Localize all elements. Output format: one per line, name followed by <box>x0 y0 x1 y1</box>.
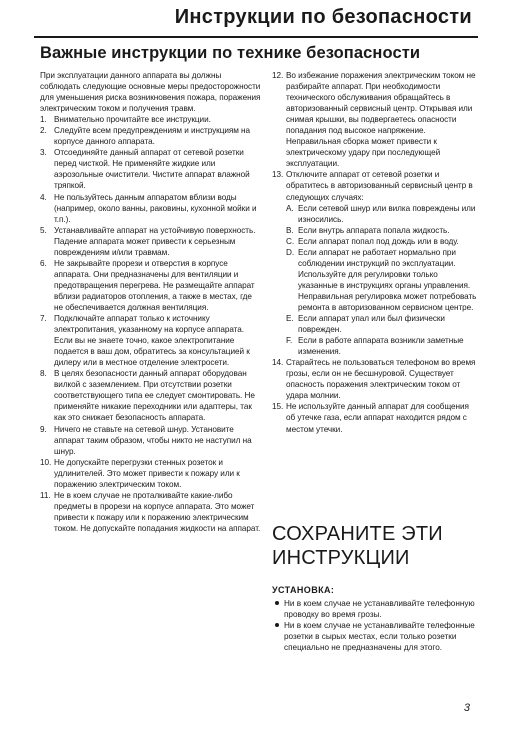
bullet-dot-icon <box>272 598 284 620</box>
item-text: Отсоединяйте данный аппарат от сетевой розетки перед чисткой. Не применяйте жидкие или аэрозольные очистители. Чистите аппарат влажной тряпкой. <box>54 148 250 191</box>
instruction-item-12 <box>272 70 478 169</box>
install-bullet <box>272 620 478 653</box>
item-number: 14. <box>272 358 284 368</box>
sub-item-letter: C. <box>286 236 295 246</box>
item-text: Не используйте данный аппарат для сообщения об утечке газа, если аппарат находится рядом с местом утечки. <box>286 402 469 434</box>
install-bullet-list <box>272 598 478 653</box>
instruction-item-3 <box>40 147 262 191</box>
sub-item-a <box>272 203 478 225</box>
item-number: 9. <box>40 424 47 434</box>
sub-item-letter: A. <box>286 203 294 213</box>
item-text: Не в коем случае не проталкивайте какие-либо предметы в прорези на корпусе аппарата. Это может привести к пожару или к поражению электрическим током. Не допускайте попадания жидкости на аппарат. <box>54 490 261 533</box>
item-number: 13. <box>272 170 284 180</box>
item-text: Внимательно прочитайте все инструкции. <box>54 115 211 125</box>
item-number: 5. <box>40 225 47 235</box>
left-instruction-list <box>40 114 262 534</box>
sub-item-d <box>272 247 478 313</box>
sub-item-text: Если аппарат попал под дождь или в воду. <box>298 236 459 246</box>
item-text: Во избежание поражения электрическим током не разбирайте аппарат. При необходимости технического обслуживания обращайтесь в авторизованный сервисный центр. Открывая или снимая крышки, вы подвергаетесь опасности попадания под высокое напряжение. Неправильная сборка может привести к электрическому удару при последующей эксплуатации. <box>286 71 476 169</box>
sub-item-b <box>272 225 478 236</box>
header-rule <box>34 36 478 38</box>
item-number: 1. <box>40 115 47 125</box>
item-number: 15. <box>272 402 284 412</box>
instruction-item-1 <box>40 114 262 125</box>
item-number: 7. <box>40 314 47 324</box>
install-bullet <box>272 598 478 620</box>
page-header <box>0 4 516 38</box>
instruction-item-13 <box>272 169 478 202</box>
sub-item-text: Если аппарат не работает нормально при соблюдении инструкций по эксплуатации. Используйте для регулировки только указанные в инструкциях органы управления. Неправильная регулировка может потребовать ремонта в авторизованном сервисном центре. <box>298 247 477 312</box>
instruction-item-15 <box>272 401 478 434</box>
item-number: 4. <box>40 192 47 202</box>
sub-item-e <box>272 313 478 335</box>
item-text: В целях безопасности данный аппарат оборудован вилкой с заземлением. При отсутствии розетки соответствующего типа ее следует смонтировать. Не применяйте никакие переходники или адаптеры, так как это снижает безопасность аппарата. <box>54 369 255 423</box>
save-instructions-title: СОХРАНИТЕ ЭТИ ИНСТРУКЦИИ <box>272 523 443 569</box>
bullet-dot-icon <box>272 620 284 653</box>
bullet-text: Ни в коем случае не устанавливайте телефонные розетки в сырых местах, если только розетки специально не предназначены для этого. <box>284 621 475 653</box>
instruction-item-6 <box>40 258 262 313</box>
instruction-item-8 <box>40 368 262 423</box>
section-title: Важные инструкции по технике безопасности <box>40 44 421 62</box>
sub-item-text: Если сетевой шнур или вилка повреждены или износились. <box>298 203 476 224</box>
item-text: Старайтесь не пользоваться телефоном во время грозы, если он не бесшнуровой. Существует опасность поражения электрическим током от удара молнии. <box>286 358 476 401</box>
intro-paragraph: При эксплуатации данного аппарата вы должны соблюдать следующие основные меры предосторожности для уменьшения риска возникновения пожара, поражения электрическим током и получения травм. <box>40 71 261 114</box>
item-text: Не закрывайте прорези и отверстия в корпусе аппарата. Они предназначены для вентиляции и предотвращения перегрева. Не размещайте аппарат вблизи радиаторов отопления, а также в местах, где не обеспечивается должная вентиляция. <box>54 258 255 312</box>
instruction-item-4 <box>40 192 262 225</box>
sub-item-letter: B. <box>286 225 294 235</box>
sub-item-letter: E. <box>286 314 294 324</box>
item-text: Следуйте всем предупреждениям и инструкциям на корпусе данного аппарата. <box>54 126 251 147</box>
instruction-item-9 <box>40 424 262 457</box>
instruction-item-11 <box>40 490 262 534</box>
item-number: 12. <box>272 71 284 80</box>
item-number: 8. <box>40 369 47 379</box>
header-title: Инструкции по безопасности <box>174 6 472 28</box>
item-number: 2. <box>40 126 47 136</box>
sub-item-text: Если в работе аппарата возникли заметные изменения. <box>298 336 464 357</box>
item-number: 10. <box>40 457 52 467</box>
sub-item-c <box>272 236 478 247</box>
sub-item-text: Если внутрь аппарата попала жидкость. <box>298 225 450 235</box>
item-text: Отключите аппарат от сетевой розетки и обратитесь в авторизованный сервисный центр в следующих случаях: <box>286 170 473 202</box>
instruction-item-14 <box>272 357 478 401</box>
instruction-item-2 <box>40 125 262 147</box>
right-column <box>272 70 478 435</box>
page-number: 3 <box>463 702 470 714</box>
instruction-item-5 <box>40 225 262 258</box>
item-number: 11. <box>40 490 51 500</box>
sub-item-letter: F. <box>286 336 293 346</box>
item-number: 6. <box>40 258 47 268</box>
item-number: 3. <box>40 148 47 158</box>
item-text: Подключайте аппарат только к источнику электропитания, указанному на корпусе аппарата. Если вы не знаете точно, какое электропитание подается в ваш дом, обратитесь за консультацией к дилеру или в местное отделение электросети. <box>54 314 250 368</box>
sub-list-13 <box>272 203 478 358</box>
bullet-text: Ни в коем случае не устанавливайте телефонную проводку во время грозы. <box>284 599 475 620</box>
item-text: Не пользуйтесь данным аппаратом вблизи воды (например, около ванны, раковины, кухонной мойки и т.п.). <box>54 192 257 224</box>
instruction-item-7 <box>40 313 262 368</box>
sub-item-text: Если аппарат упал или был физически поврежден. <box>298 314 445 335</box>
item-text: Устанавливайте аппарат на устойчивую поверхность. Падение аппарата может привести к серьезным повреждениям и/или травмам. <box>54 225 256 257</box>
item-text: Не допускайте перегрузки стенных розеток и удлинителей. Это может привести к пожару или к поражению электрическим током. <box>54 457 240 489</box>
left-column <box>40 70 262 534</box>
sub-item-f <box>272 335 478 357</box>
instruction-item-10 <box>40 457 262 490</box>
sub-item-letter: D. <box>286 247 295 257</box>
install-title: УСТАНОВКА: <box>272 585 335 595</box>
item-text: Ничего не ставьте на сетевой шнур. Установите аппарат таким образом, чтобы никто не наступил на шнур. <box>54 424 252 456</box>
